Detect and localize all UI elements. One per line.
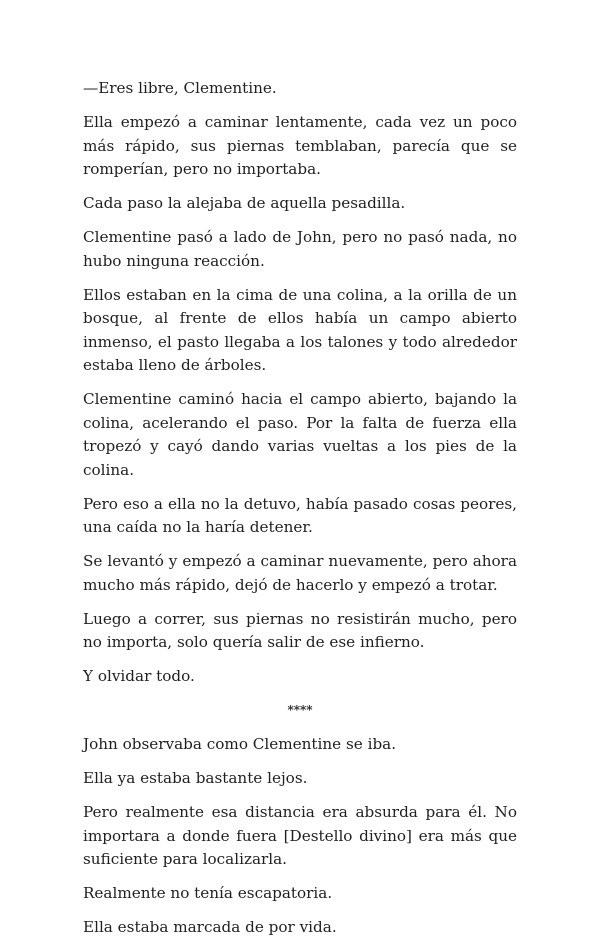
book-page — [83, 77, 517, 950]
paragraph: Luego a correr, sus piernas no resistirán mucho, pero no importa, solo quería salir de ese infierno. — [83, 609, 517, 651]
paragraph: Y olvidar todo. — [83, 667, 195, 685]
paragraph: Clementine pasó a lado de John, pero no pasó nada, no hubo ninguna reacción. — [83, 228, 517, 270]
paragraph: Cada paso la alejaba de aquella pesadilla. — [83, 194, 406, 212]
paragraph: Ella estaba marcada de por vida. — [83, 918, 337, 936]
paragraph: Ella ya estaba bastante lejos. — [83, 769, 308, 787]
paragraph: Se levantó y empezó a caminar nuevamente, pero ahora mucho más rápido, dejó de hacerlo y empezó a trotar. — [83, 552, 517, 594]
paragraph: Clementine caminó hacia el campo abierto, bajando la colina, acelerando el paso. Por la falta de fuerza ella tropezó y cayó dando varias vueltas a los pies de la colina. — [83, 390, 517, 479]
paragraph: Pero eso a ella no la detuvo, había pasado cosas peores, una caída no la haría detener. — [83, 494, 517, 536]
scene-separator: **** — [287, 703, 313, 717]
paragraph: John observaba como Clementine se iba. — [83, 735, 397, 753]
paragraph: Ellos estaban en la cima de una colina, a la orilla de un bosque, al frente de ellos había un campo abierto inmenso, el pasto llegaba a los talones y todo alrededor estaba lleno de árboles. — [83, 285, 517, 374]
paragraph: —Eres libre, Clementine. — [83, 79, 277, 97]
paragraph: Realmente no tenía escapatoria. — [83, 884, 333, 902]
paragraph: Pero realmente esa distancia era absurda para él. No importara a donde fuera [Destello divino] era más que suficiente para localizarla. — [83, 803, 517, 868]
paragraph: Ella empezó a caminar lentamente, cada vez un poco más rápido, sus piernas temblaban, parecía que se romperían, pero no importaba. — [83, 113, 517, 178]
